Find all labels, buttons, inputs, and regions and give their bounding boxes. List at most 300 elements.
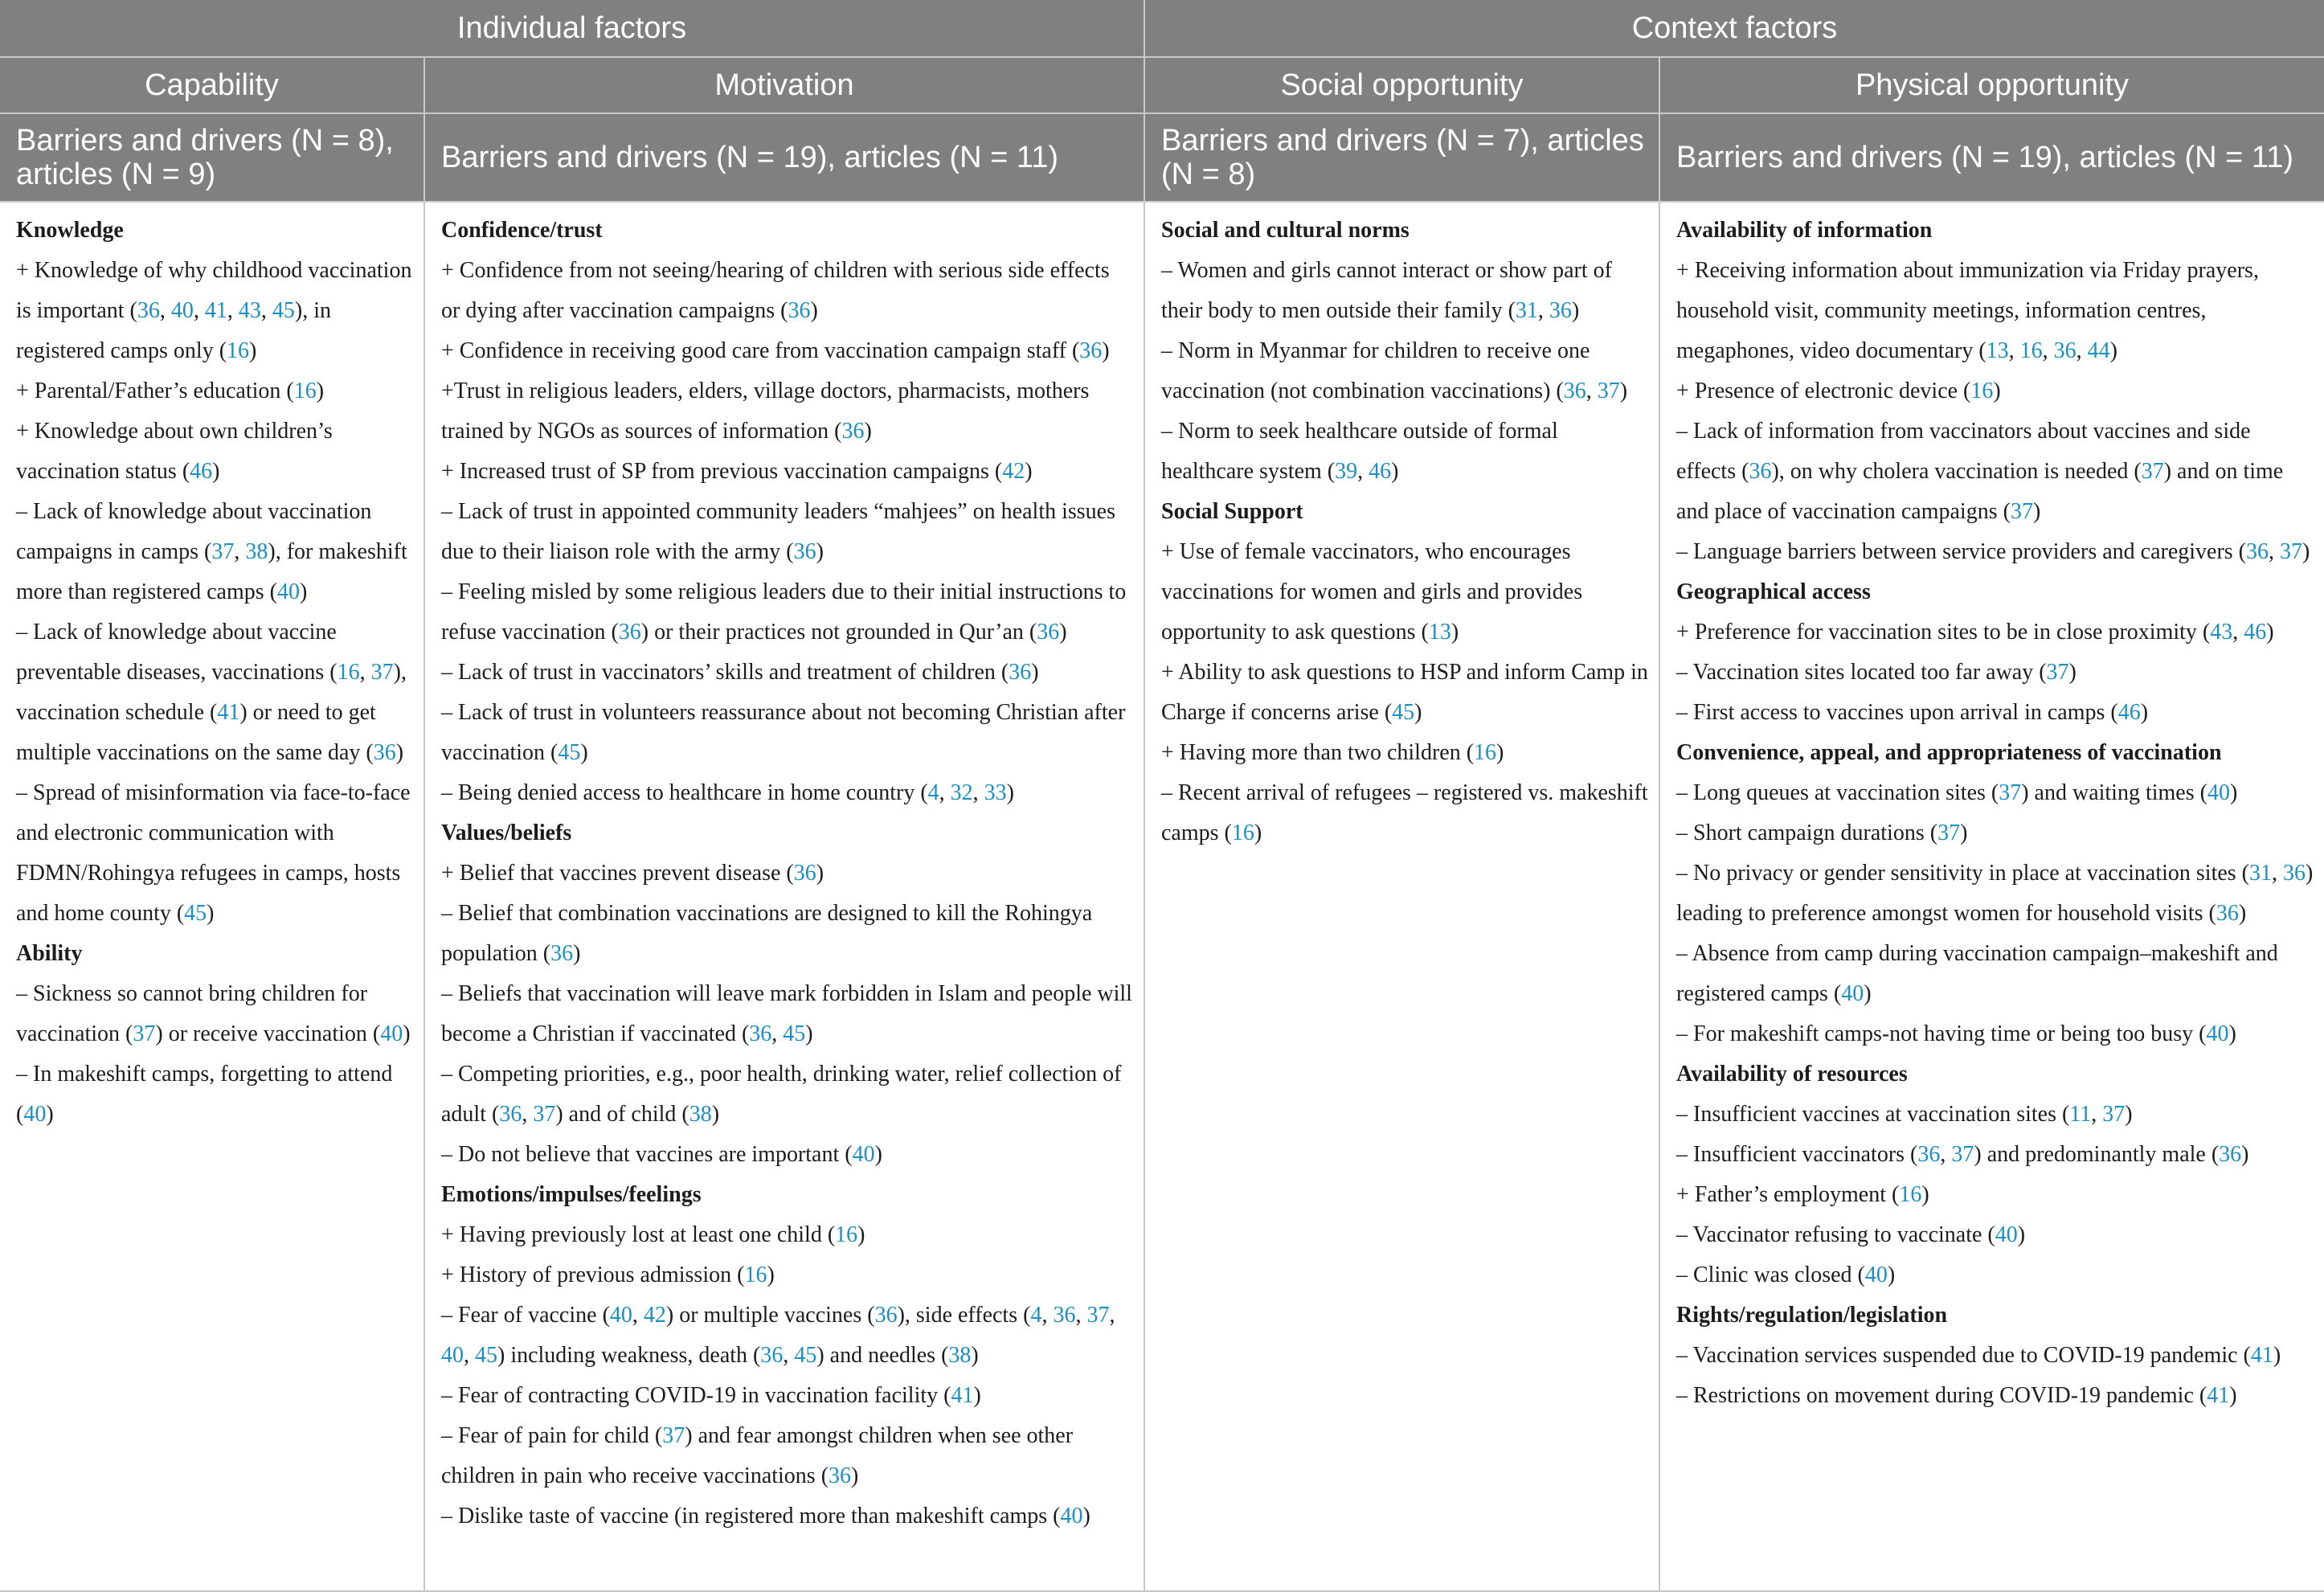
item-text: , (2008, 338, 2020, 363)
counts-physical-opportunity (1659, 113, 2324, 202)
reference-link[interactable]: 46 (1369, 459, 1392, 484)
item-text: , (972, 780, 984, 805)
reference-link[interactable]: 40 (852, 1142, 875, 1167)
body-cell-social-opportunity (1144, 202, 1659, 1591)
reference-link[interactable]: 36 (1563, 379, 1586, 403)
reference-link[interactable]: 4 (927, 780, 939, 805)
item-text: ) and predominantly male ( (1974, 1142, 2220, 1167)
item-text: , (2042, 338, 2054, 363)
reference-link[interactable]: 4 (1030, 1303, 1042, 1328)
factor-item (441, 1416, 1134, 1496)
reference-link[interactable]: 40 (1841, 981, 1864, 1006)
item-text: ) and of child ( (555, 1102, 689, 1127)
item-text: + Knowledge of why childhood vaccination is important ( (16, 258, 412, 323)
item-text: , (1109, 1303, 1115, 1328)
item-text: – Lack of knowledge about vaccination campaigns in camps ( (16, 499, 372, 564)
reference-link[interactable]: 37 (2280, 539, 2302, 564)
factor-item (441, 452, 1134, 492)
factor-item (441, 1376, 1134, 1416)
factor-item (441, 1135, 1134, 1175)
item-text: ) or their practices not grounded in Qur’an ( (640, 620, 1037, 645)
reference-link[interactable]: 36 (788, 298, 811, 323)
reference-link[interactable]: 37 (2141, 459, 2164, 484)
item-text: + Belief that vaccines prevent disease ( (441, 861, 794, 886)
reference-link[interactable]: 41 (217, 700, 240, 725)
item-text: , (193, 298, 205, 323)
item-text: ) (2068, 660, 2076, 685)
item-text: ) (1025, 459, 1033, 484)
item-text: ) (2241, 1142, 2249, 1167)
item-text: – Short campaign durations ( (1676, 821, 1938, 845)
item-text: ) (249, 338, 257, 363)
item-text: , (1357, 459, 1369, 484)
item-text: ) (1450, 620, 1459, 645)
factor-item (1161, 411, 1649, 492)
reference-link[interactable]: 46 (190, 459, 213, 484)
category-heading: Social and cultural norms (1161, 218, 1410, 243)
item-text: +Trust in religious leaders, elders, village doctors, pharmacists, mothers trained by NGOs as sources of information ( (441, 379, 1090, 444)
reference-link[interactable]: 16 (2019, 338, 2043, 363)
factor-item (1676, 1215, 2314, 1255)
reference-link[interactable]: 37 (1937, 821, 1961, 845)
item-text: ) (973, 1383, 981, 1408)
factor-item (441, 853, 1134, 894)
reference-link[interactable]: 31 (2249, 861, 2273, 886)
reference-link[interactable]: 40 (2207, 780, 2230, 805)
item-text: – Beliefs that vaccination will leave mark forbidden in Islam and people will become a Christian if vaccinated ( (441, 981, 1132, 1046)
body-cell-physical-opportunity (1659, 202, 2324, 1591)
reference-link[interactable]: 33 (984, 780, 1007, 805)
reference-link[interactable]: 41 (2250, 1343, 2273, 1368)
reference-link[interactable]: 36 (1749, 459, 1772, 484)
item-text: , (464, 1343, 475, 1368)
item-text: , (2232, 620, 2244, 645)
reference-link[interactable]: 37 (1951, 1142, 1974, 1167)
item-text: ) (816, 539, 824, 564)
reference-link[interactable]: 44 (2087, 338, 2110, 363)
category-heading: Availability of resources (1676, 1062, 1908, 1087)
reference-link[interactable]: 38 (689, 1102, 712, 1127)
factor-item (1161, 773, 1649, 853)
item-text: – Being denied access to healthcare in home country ( (441, 780, 928, 805)
counts-social-opportunity-text: Barriers and drivers (N = 7), articles (N = 8) (1161, 124, 1644, 191)
reference-link[interactable]: 13 (1986, 338, 2009, 363)
factor-item (441, 773, 1134, 813)
item-text: + Parental/Father’s education ( (16, 379, 294, 403)
header-group-individual: Individual factors (0, 0, 1144, 57)
category-heading: Geographical access (1676, 579, 1871, 604)
item-text: ) (2229, 780, 2238, 805)
reference-link[interactable]: 36 (2283, 861, 2306, 886)
reference-link[interactable]: 36 (618, 620, 641, 645)
item-text: – Belief that combination vaccinations are designed to kill the Rohingya population ( (441, 901, 1093, 966)
item-text: – Vaccinator refusing to vaccinate ( (1676, 1222, 1995, 1247)
item-text: – Competing priorities, e.g., poor health, drinking water, relief collection of adult ( (441, 1062, 1122, 1127)
reference-link[interactable]: 41 (2207, 1383, 2230, 1408)
item-text: – Lack of trust in appointed community leaders “mahjees” on health issues due to their liaison role with the army ( (441, 499, 1115, 564)
factor-item (1676, 371, 2314, 411)
item-text: , (1940, 1142, 1952, 1167)
reference-link[interactable]: 40 (380, 1021, 403, 1046)
item-text: + Receiving information about immunization via Friday prayers, household visit, community meetings, information centres, megaphones, video documentary ( (1676, 258, 2259, 363)
factor-item (16, 492, 414, 612)
item-text: – Long queues at vaccination sites ( (1676, 780, 1999, 805)
category-heading: Availability of information (1676, 218, 1933, 243)
reference-link[interactable]: 36 (793, 861, 816, 886)
item-text: ) (1059, 620, 1067, 645)
item-text: – For makeshift camps-not having time or being too busy ( (1676, 1021, 2207, 1046)
item-text: , (2269, 539, 2280, 564)
reference-link[interactable]: 41 (951, 1383, 974, 1408)
item-text: – Recent arrival of refugees – registered vs. makeshift camps ( (1161, 780, 1648, 845)
reference-link[interactable]: 43 (2210, 620, 2233, 645)
reference-link[interactable]: 16 (835, 1222, 858, 1247)
item-text: ) (1102, 338, 1110, 363)
category-heading: Confidence/trust (441, 218, 603, 243)
category-heading: Social Support (1161, 499, 1303, 524)
item-text: ) (1887, 1263, 1896, 1287)
reference-link[interactable]: 40 (23, 1102, 47, 1127)
item-text: – Women and girls cannot interact or show part of their body to men outside their family ( (1161, 258, 1612, 323)
reference-link[interactable]: 38 (245, 539, 268, 564)
header-social-opportunity: Social opportunity (1144, 57, 1659, 113)
counts-capability-text: Barriers and drivers (N = 8), articles (N = 9) (16, 124, 394, 191)
item-text: – Do not believe that vaccines are important ( (441, 1142, 853, 1167)
reference-link[interactable]: 37 (211, 539, 235, 564)
item-text: + Ability to ask questions to HSP and inform Camp in Charge if concerns arise ( (1161, 660, 1648, 725)
reference-link[interactable]: 45 (1392, 700, 1415, 725)
reference-link[interactable]: 36 (2216, 901, 2239, 926)
reference-link[interactable]: 37 (533, 1102, 556, 1127)
reference-link[interactable]: 13 (1428, 620, 1451, 645)
item-text: – Lack of information from vaccinators about vaccines and side effects ( (1676, 419, 2251, 484)
item-text: ) (1993, 379, 2001, 403)
factor-item (16, 773, 414, 934)
factor-item (16, 612, 414, 773)
factor-item (441, 331, 1134, 371)
reference-link[interactable]: 45 (783, 1021, 806, 1046)
factor-item (1161, 653, 1649, 733)
item-text: ) (2228, 1021, 2236, 1046)
category-heading: Emotions/impulses/feelings (441, 1182, 702, 1207)
reference-link[interactable]: 16 (1970, 379, 1994, 403)
reference-link[interactable]: 36 (499, 1102, 522, 1127)
factor-item (1676, 853, 2314, 934)
factor-item (16, 974, 414, 1054)
item-text: – Feeling misled by some religious leaders due to their initial instructions to refuse vaccination ( (441, 579, 1127, 645)
factor-item (1676, 532, 2314, 572)
reference-link[interactable]: 36 (137, 298, 160, 323)
reference-link[interactable]: 37 (2102, 1102, 2126, 1127)
factor-item (1676, 1014, 2314, 1054)
reference-link[interactable]: 40 (2206, 1021, 2229, 1046)
factor-item (1676, 813, 2314, 853)
item-text: , (1537, 298, 1549, 323)
item-text: , (260, 298, 272, 323)
reference-link[interactable]: 40 (1995, 1222, 2018, 1247)
factor-item (1161, 251, 1649, 331)
item-text: ) and fear amongst children when see other children in pain who receive vaccinations ( (441, 1423, 1074, 1488)
item-text: – In makeshift camps, forgetting to attend ( (16, 1062, 393, 1127)
item-text: + Preference for vaccination sites to be in close proximity ( (1676, 620, 2211, 645)
reference-link[interactable]: 42 (1002, 459, 1025, 484)
item-text: , (359, 660, 371, 685)
item-text: + Having more than two children ( (1161, 740, 1475, 765)
reference-link[interactable]: 36 (1549, 298, 1572, 323)
reference-link[interactable]: 36 (2219, 1142, 2242, 1167)
item-text: ) (212, 459, 220, 484)
reference-link[interactable]: 36 (373, 740, 396, 765)
item-text: + History of previous admission ( (441, 1263, 745, 1287)
factor-item (441, 1295, 1134, 1376)
item-text: ) (971, 1343, 979, 1368)
factor-item (441, 894, 1134, 974)
item-text: ) (1082, 1504, 1090, 1529)
item-text: ) (2273, 1343, 2281, 1368)
counts-social-opportunity (1144, 113, 1659, 202)
item-text: ) (816, 861, 824, 886)
category-heading: Rights/regulation/legislation (1676, 1303, 1948, 1328)
item-text: ) and waiting times ( (2021, 780, 2207, 805)
reference-link[interactable]: 37 (2046, 660, 2069, 685)
counts-motivation-text: Barriers and drivers (N = 19), articles (N = 11) (441, 141, 1058, 174)
item-text: ) (2238, 901, 2247, 926)
reference-link[interactable]: 36 (550, 941, 574, 966)
item-text: ) (805, 1021, 813, 1046)
reference-link[interactable]: 37 (1597, 379, 1620, 403)
item-text: ) (1414, 700, 1422, 725)
item-text: – Norm in Myanmar for children to receive one vaccination (not combination vaccinations) ( (1161, 338, 1590, 403)
reference-link[interactable]: 16 (227, 338, 250, 363)
reference-link[interactable]: 45 (475, 1343, 497, 1368)
item-text: – Vaccination services suspended due to COVID-19 pandemic ( (1676, 1343, 2251, 1368)
item-text: ) (403, 1021, 411, 1046)
reference-link[interactable]: 36 (829, 1463, 852, 1488)
counts-motivation (424, 113, 1144, 202)
reference-link[interactable]: 37 (370, 660, 394, 685)
item-text: – Norm to seek healthcare outside of formal healthcare system ( (1161, 419, 1558, 484)
item-text: , (783, 1343, 795, 1368)
reference-link[interactable]: 45 (558, 740, 581, 765)
item-text: ) (2017, 1222, 2026, 1247)
item-text: ) (299, 579, 308, 604)
item-text: ) (580, 740, 588, 765)
counts-physical-opportunity-text: Barriers and drivers (N = 19), articles (N = 11) (1676, 141, 2293, 174)
item-text: , (2272, 861, 2284, 886)
item-text: ), vaccination schedule ( (16, 660, 407, 725)
item-text: ) (711, 1102, 720, 1127)
factor-item (1161, 331, 1649, 411)
item-text: + Confidence from not seeing/hearing of children with serious side effects or dying after vaccination campaigns ( (441, 258, 1110, 323)
item-text: , (227, 298, 239, 323)
reference-link[interactable]: 36 (1009, 660, 1032, 685)
reference-link[interactable]: 46 (2244, 620, 2267, 645)
item-text: ) or receive vaccination ( (155, 1021, 381, 1046)
reference-link[interactable]: 16 (1231, 821, 1254, 845)
reference-link[interactable]: 36 (1079, 338, 1103, 363)
reference-link[interactable]: 11 (2069, 1102, 2092, 1127)
factor-item (1676, 411, 2314, 532)
item-text: ) (1921, 1182, 1929, 1207)
item-text: ), side effects ( (897, 1303, 1031, 1328)
reference-link[interactable]: 38 (948, 1343, 972, 1368)
reference-link[interactable]: 45 (272, 298, 295, 323)
factor-item (441, 371, 1134, 452)
item-text: – Fear of contracting COVID-19 in vaccination facility ( (441, 1383, 951, 1408)
item-text: ) (2125, 1102, 2133, 1127)
reference-link[interactable]: 36 (841, 419, 865, 444)
item-text: ) (2302, 539, 2310, 564)
item-text: ) (810, 298, 818, 323)
item-text: + Increased trust of SP from previous vaccination campaigns ( (441, 459, 1003, 484)
reference-link[interactable]: 31 (1515, 298, 1538, 323)
item-text: , (522, 1102, 534, 1127)
reference-link[interactable]: 40 (609, 1303, 632, 1328)
item-text: , (1075, 1303, 1087, 1328)
item-text: ) (2109, 338, 2117, 363)
item-text: ) leading to preference amongst women for household visits ( (1676, 861, 2314, 926)
item-text: – First access to vaccines upon arrival in camps ( (1676, 700, 2118, 725)
reference-link[interactable]: 16 (1899, 1182, 1922, 1207)
reference-link[interactable]: 37 (1086, 1303, 1110, 1328)
item-text: ) or need to get multiple vaccinations on the same day ( (16, 700, 376, 765)
reference-link[interactable]: 39 (1335, 459, 1358, 484)
factor-item (1676, 653, 2314, 693)
reference-link[interactable]: 40 (170, 298, 194, 323)
factor-item (441, 492, 1134, 572)
item-text: – Restrictions on movement during COVID-19 pandemic ( (1676, 1383, 2207, 1408)
item-text: , (939, 780, 951, 805)
item-text: ) (857, 1222, 865, 1247)
reference-link[interactable]: 43 (238, 298, 261, 323)
factor-item (1676, 1175, 2314, 1215)
item-text: ) (207, 901, 215, 926)
item-text: , (234, 539, 246, 564)
factor-item (1676, 251, 2314, 371)
reference-link[interactable]: 37 (133, 1021, 156, 1046)
reference-link[interactable]: 16 (1474, 740, 1497, 765)
reference-link[interactable]: 46 (2117, 700, 2141, 725)
factor-item (16, 371, 414, 411)
reference-link[interactable]: 36 (874, 1303, 898, 1328)
category-heading: Ability (16, 941, 83, 966)
item-text: – Insufficient vaccinators ( (1676, 1142, 1918, 1167)
reference-link[interactable]: 32 (950, 780, 973, 805)
item-text: + Having previously lost at least one child ( (441, 1222, 836, 1247)
factor-item (1676, 612, 2314, 653)
factor-item (441, 1255, 1134, 1295)
item-text: – Insufficient vaccines at vaccination sites ( (1676, 1102, 2070, 1127)
reference-link[interactable]: 37 (2010, 499, 2033, 524)
item-text: – No privacy or gender sensitivity in place at vaccination sites ( (1676, 861, 2250, 886)
item-text: ) (1619, 379, 1628, 403)
item-text: – Fear of pain for child ( (441, 1423, 663, 1448)
factor-item (1676, 1135, 2314, 1175)
factor-item (441, 1215, 1134, 1255)
factor-item (1676, 773, 2314, 813)
reference-link[interactable]: 40 (1864, 1263, 1888, 1287)
reference-link[interactable]: 36 (793, 539, 816, 564)
factor-item (1676, 1255, 2314, 1295)
reference-link[interactable]: 45 (794, 1343, 817, 1368)
item-text: ) (2140, 700, 2149, 725)
reference-link[interactable]: 37 (1999, 780, 2022, 805)
item-text: – Fear of vaccine ( (441, 1303, 610, 1328)
reference-link[interactable]: 40 (276, 579, 300, 604)
item-text: ) (1864, 981, 1872, 1006)
reference-link[interactable]: 16 (337, 660, 360, 685)
item-text: ) (316, 379, 325, 403)
item-text: ) (1391, 459, 1399, 484)
body-cell-capability (0, 202, 424, 1591)
reference-link[interactable]: 40 (1060, 1504, 1083, 1529)
item-text: , (771, 1021, 784, 1046)
item-text: ), in registered camps only ( (16, 298, 331, 363)
item-text: ) (874, 1142, 882, 1167)
reference-link[interactable]: 45 (184, 901, 207, 926)
header-physical-opportunity: Physical opportunity (1659, 57, 2324, 113)
item-text: ) (2032, 499, 2041, 524)
item-text: ) (767, 1263, 775, 1287)
factor-item (1676, 934, 2314, 1014)
item-text: , (2091, 1102, 2103, 1127)
item-text: + Use of female vaccinators, who encourages vaccinations for women and girls and provides opportunity to ask questions ( (1161, 539, 1583, 645)
reference-link[interactable]: 36 (749, 1021, 772, 1046)
item-text: – Lack of trust in volunteers reassurance about not becoming Christian after vaccination ( (441, 700, 1126, 765)
item-text: – Lack of trust in vaccinators’ skills and treatment of children ( (441, 660, 1009, 685)
reference-link[interactable]: 16 (293, 379, 317, 403)
item-text: + Father’s employment ( (1676, 1182, 1900, 1207)
factor-item (1676, 1095, 2314, 1135)
category-heading: Values/beliefs (441, 821, 572, 845)
item-text: + Knowledge about own children’s vaccination status ( (16, 419, 333, 484)
reference-link[interactable]: 42 (643, 1303, 666, 1328)
reference-link[interactable]: 36 (760, 1343, 784, 1368)
item-text: ) (851, 1463, 859, 1488)
header-group-context: Context factors (1144, 0, 2324, 57)
item-text: ) (46, 1102, 54, 1127)
header-capability: Capability (0, 57, 424, 113)
factor-item (1676, 1336, 2314, 1376)
factor-item (441, 653, 1134, 693)
item-text: , (2076, 338, 2088, 363)
factor-item (16, 411, 414, 492)
item-text: , (1585, 379, 1598, 403)
item-text: , (159, 298, 171, 323)
item-text: ) (573, 941, 581, 966)
item-text: – Absence from camp during vaccination campaign–makeshift and registered camps ( (1676, 941, 2278, 1006)
item-text: – Clinic was closed ( (1676, 1263, 1865, 1287)
body-cell-motivation (424, 202, 1144, 1591)
reference-link[interactable]: 36 (2053, 338, 2076, 363)
reference-link[interactable]: 36 (1917, 1142, 1941, 1167)
reference-link[interactable]: 41 (204, 298, 227, 323)
item-text: ) (1006, 780, 1014, 805)
reference-link[interactable]: 36 (2246, 539, 2269, 564)
item-text: – Language barriers between service providers and caregivers ( (1676, 539, 2246, 564)
reference-link[interactable]: 36 (1053, 1303, 1076, 1328)
item-text: ) (1571, 298, 1580, 323)
item-text: – Dislike taste of vaccine (in registered more than makeshift camps ( (441, 1504, 1061, 1529)
item-text: + Presence of electronic device ( (1676, 379, 1971, 403)
item-text: ) (1254, 821, 1262, 845)
reference-link[interactable]: 36 (1037, 620, 1060, 645)
reference-link[interactable]: 40 (441, 1343, 464, 1368)
item-text: – Spread of misinformation via face-to-face and electronic communication with FDMN/Rohingya refugees in camps, hosts and home county ( (16, 780, 411, 926)
reference-link[interactable]: 16 (744, 1263, 767, 1287)
reference-link[interactable]: 37 (662, 1423, 685, 1448)
factor-item (1676, 1376, 2314, 1416)
